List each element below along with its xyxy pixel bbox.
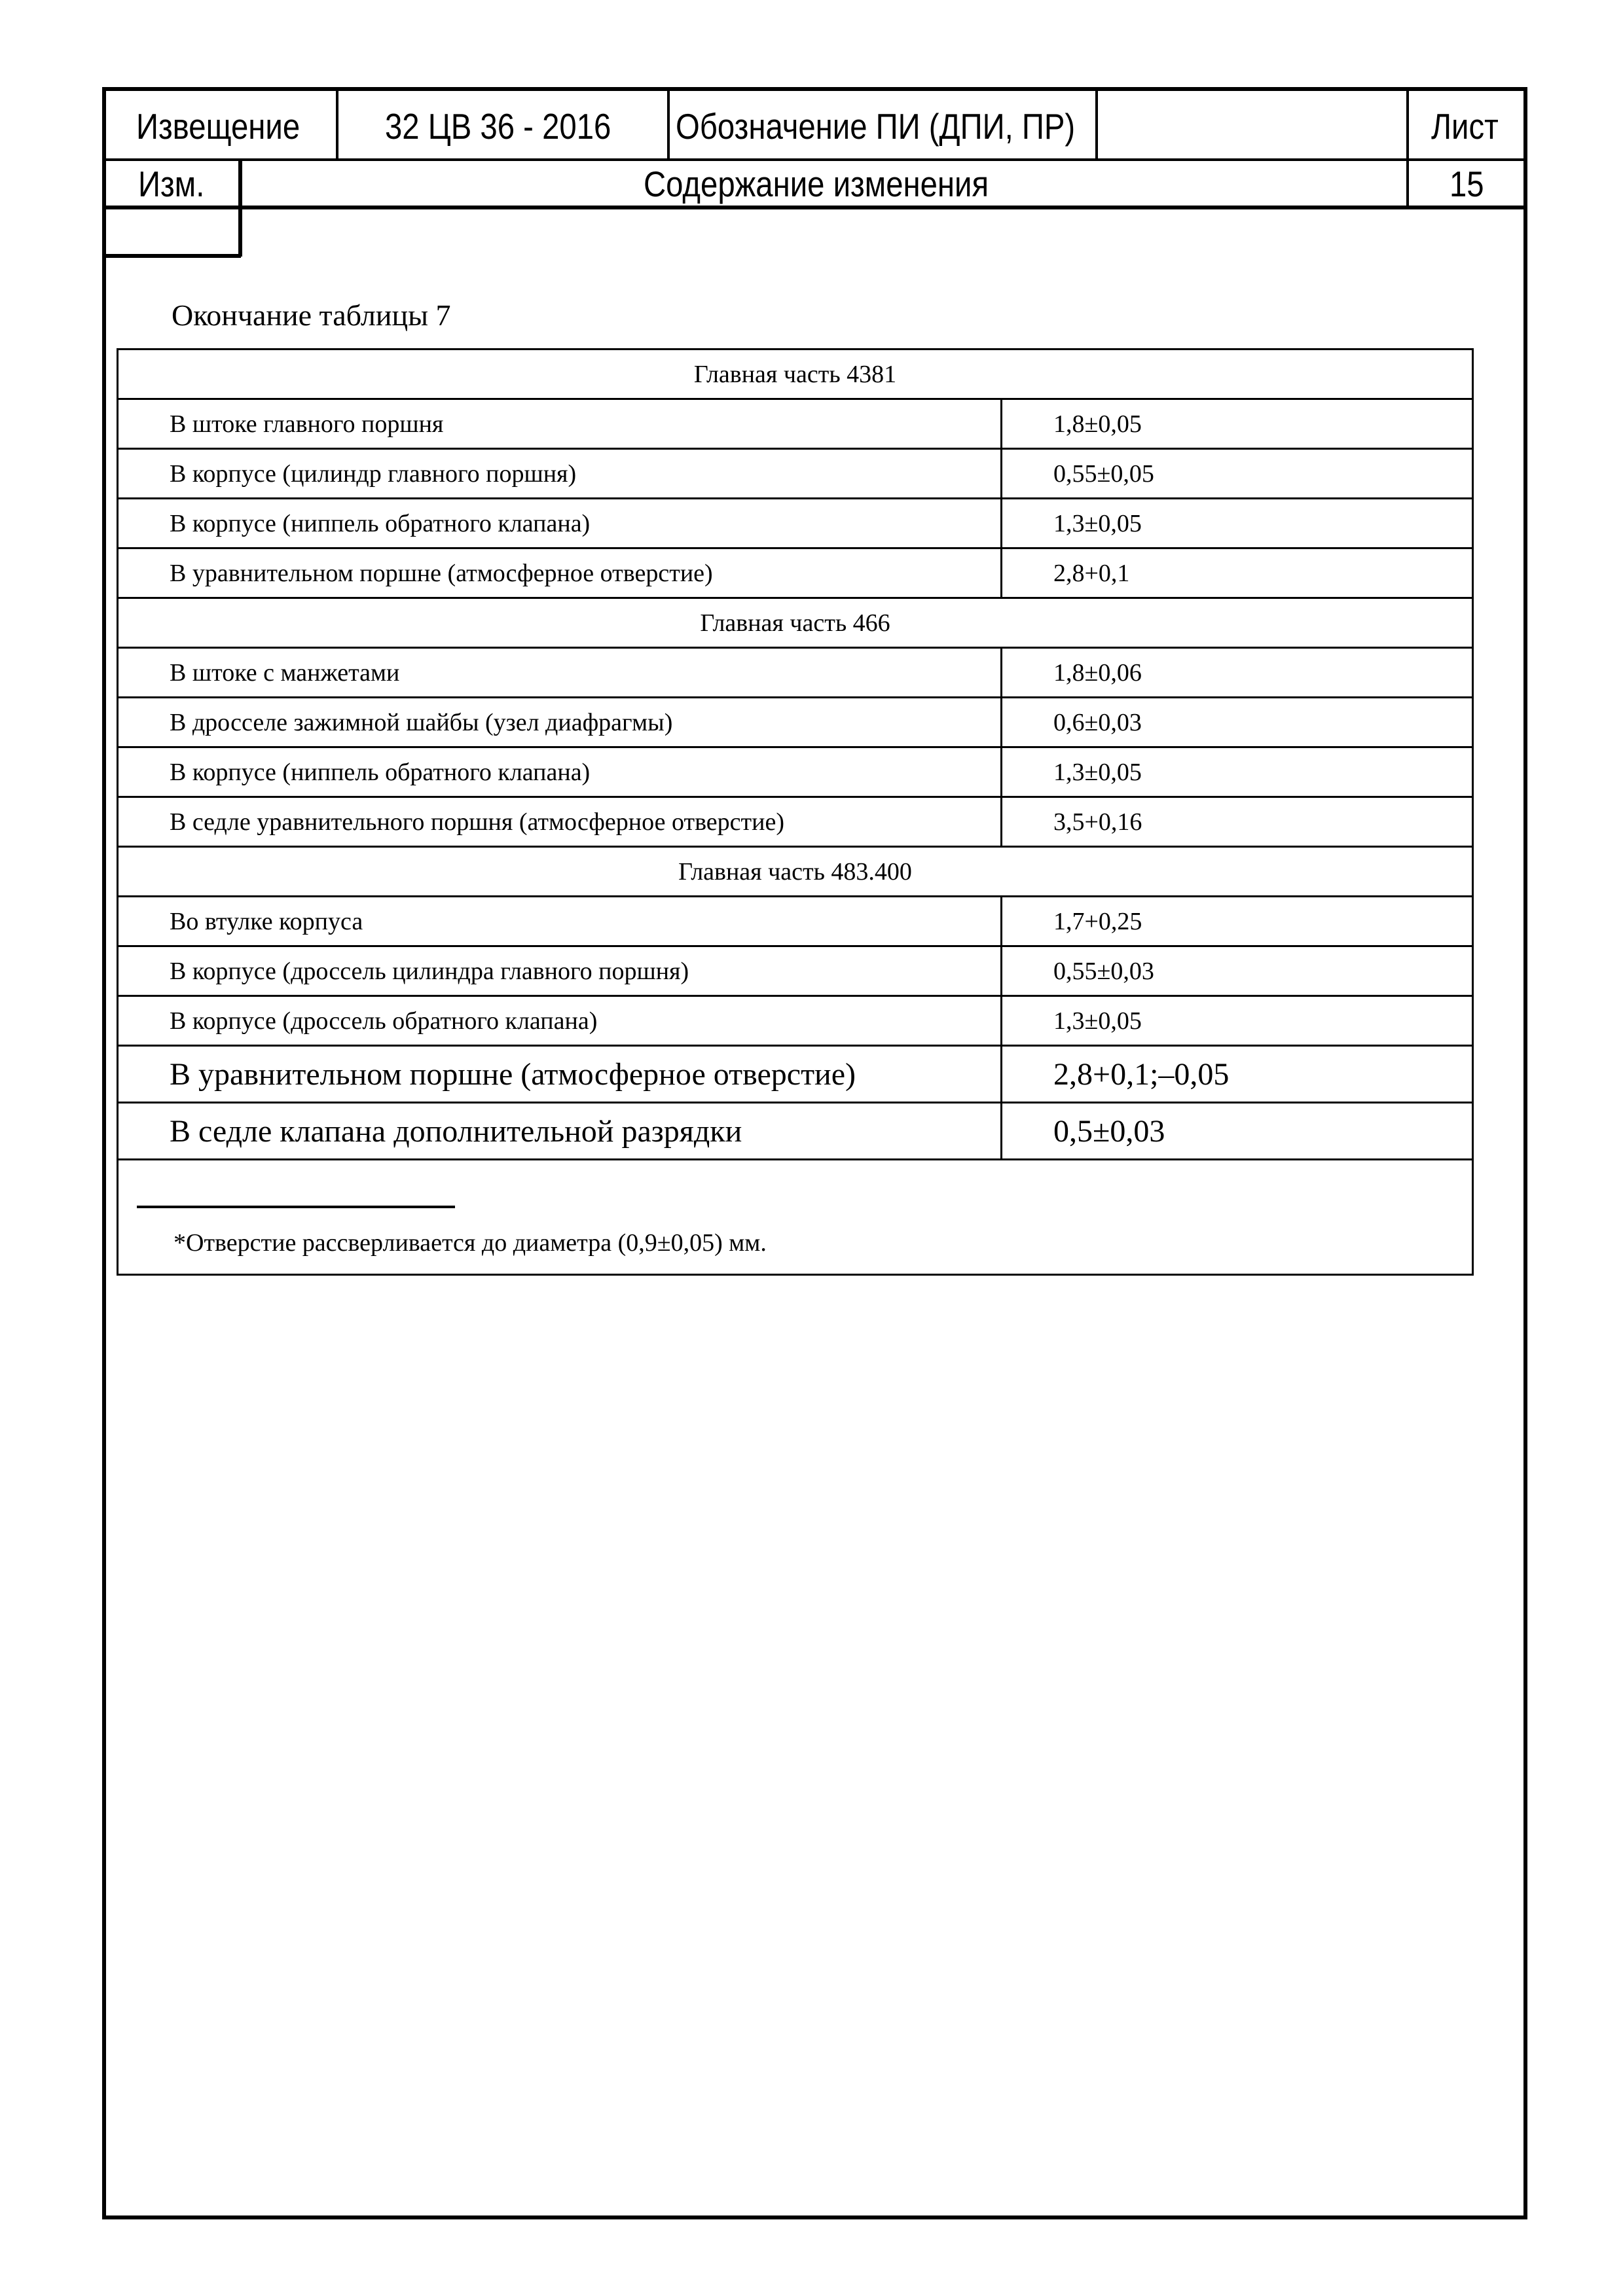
table-row [118,996,1473,1046]
sheet-label: Лист [1431,106,1499,147]
row-value: 0,6±0,03 [1002,698,1473,747]
table-row [118,698,1473,747]
stamp-divider-1 [336,87,338,160]
row-value: 1,7+0,25 [1002,897,1473,946]
footnote: *Отверстие рассверливается до диаметра (0,9±0,05) мм. [173,1229,767,1257]
row-location: В седле клапана дополнительной разрядки [118,1103,1002,1160]
row-location: В корпусе (дроссель цилиндра главного поршня) [118,946,1002,996]
row-location: В уравнительном поршне (атмосферное отверстие) [118,1046,1002,1103]
sheet-number: 15 [1450,164,1484,204]
row-value: 1,3±0,05 [1002,499,1473,548]
row-value: 2,8+0,1;–0,05 [1002,1046,1473,1103]
row-value: 1,3±0,05 [1002,747,1473,797]
table-row [118,747,1473,797]
stamp-divider-5 [238,158,242,257]
table-row [118,548,1473,598]
notice-label: Извещение [136,106,301,147]
footnote-separator [137,1206,455,1208]
row-location: В штоке главного поршня [118,399,1002,449]
row-location: В корпусе (цилиндр главного поршня) [118,449,1002,499]
section-title: Главная часть 466 [118,598,1473,648]
row-value: 0,55±0,03 [1002,946,1473,996]
section-title: Главная часть 4381 [118,350,1473,399]
row-location: В дросселе зажимной шайбы (узел диафрагмы) [118,698,1002,747]
row-value: 0,55±0,05 [1002,449,1473,499]
table-row [118,499,1473,548]
table-row [118,449,1473,499]
table-row [118,897,1473,946]
stamp-line-2 [102,206,1527,209]
content-label: Содержание изменения [644,164,989,204]
stamp-divider-3 [1095,87,1098,160]
row-value: 1,8±0,05 [1002,399,1473,449]
designation-label: Обозначение ПИ (ДПИ, ПР) [676,106,1076,147]
table-row [118,946,1473,996]
section-title: Главная часть 483.400 [118,847,1473,897]
table-row [118,1103,1473,1160]
row-value: 0,5±0,03 [1002,1103,1473,1160]
tolerance-table [117,348,1474,1276]
row-value: 1,3±0,05 [1002,996,1473,1046]
table-row [118,648,1473,698]
table-row [118,1046,1473,1103]
row-location: В штоке с манжетами [118,648,1002,698]
stamp-divider-4 [1406,87,1409,209]
row-location: В седле уравнительного поршня (атмосферное отверстие) [118,797,1002,847]
stamp-divider-2 [667,87,670,160]
change-label: Изм. [138,164,205,204]
row-value: 3,5+0,16 [1002,797,1473,847]
row-location: Во втулке корпуса [118,897,1002,946]
table-row [118,797,1473,847]
row-value: 2,8+0,1 [1002,548,1473,598]
footnote-cell [118,1160,1473,1275]
notice-number: 32 ЦВ 36 - 2016 [385,106,611,147]
stamp-line-1 [102,158,1527,161]
table-caption: Окончание таблицы 7 [172,298,451,332]
row-location: В корпусе (дроссель обратного клапана) [118,996,1002,1046]
row-location: В корпусе (ниппель обратного клапана) [118,499,1002,548]
table-row [118,399,1473,449]
row-value: 1,8±0,06 [1002,648,1473,698]
row-location: В корпусе (ниппель обратного клапана) [118,747,1002,797]
stamp-line-3 [102,254,241,258]
row-location: В уравнительном поршне (атмосферное отверстие) [118,548,1002,598]
